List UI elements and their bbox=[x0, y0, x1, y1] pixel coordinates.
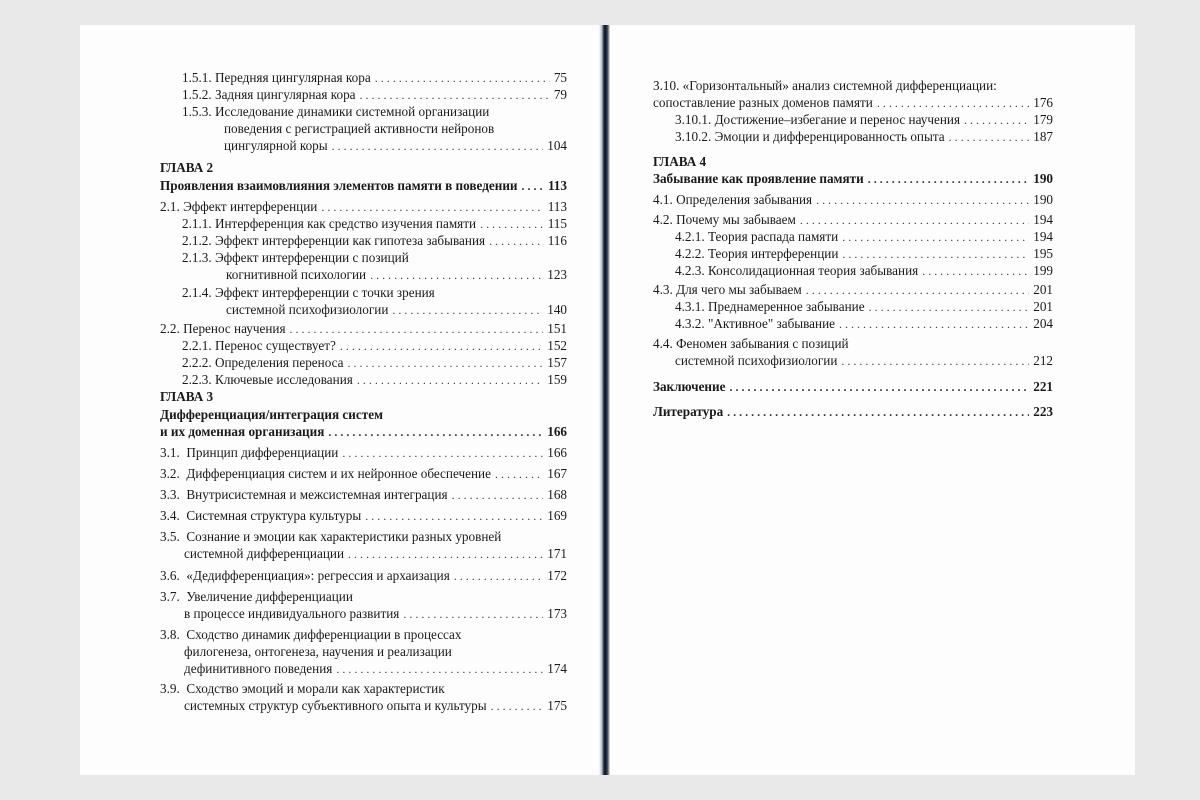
entry-title-line: Исследование динамики системной организации bbox=[214, 104, 490, 119]
entry-page: 179 bbox=[1033, 112, 1053, 127]
entry-number: 4.2.2. bbox=[675, 246, 705, 261]
entry-page: 194 bbox=[1033, 212, 1053, 227]
entry-number: 1.5.3. bbox=[182, 104, 212, 119]
toc-entry-2-1[interactable] bbox=[160, 198, 567, 216]
dot-leader bbox=[869, 299, 1030, 316]
toc-entry-2-2-3[interactable] bbox=[160, 371, 567, 389]
toc-entry-2-1-2[interactable] bbox=[160, 232, 567, 250]
dot-leader bbox=[454, 568, 543, 585]
dot-leader bbox=[328, 424, 543, 441]
toc-entry-1-5-3[interactable] bbox=[160, 103, 567, 155]
entry-title: Перенос научения bbox=[183, 321, 286, 336]
entry-title: Преднамеренное забывание bbox=[707, 299, 865, 314]
toc-entry-conclusion[interactable] bbox=[653, 378, 1053, 396]
toc-entry-4-3-1[interactable] bbox=[653, 298, 1053, 316]
dot-leader bbox=[340, 338, 543, 355]
entry-page: 116 bbox=[547, 233, 567, 248]
entry-page: 190 bbox=[1033, 192, 1053, 207]
dot-leader bbox=[336, 661, 543, 678]
entry-number: 3.2. bbox=[160, 466, 180, 481]
entry-title: Перенос существует? bbox=[214, 338, 336, 353]
toc-entry-4-3-2[interactable] bbox=[653, 315, 1053, 333]
entry-number: 3.6. bbox=[160, 568, 180, 583]
dot-leader bbox=[816, 192, 1029, 209]
entry-title: Почему мы забываем bbox=[676, 212, 796, 227]
entry-title-line: поведения с регистрацией активности нейронов bbox=[224, 121, 495, 136]
toc-entry-2-2-1[interactable] bbox=[160, 337, 567, 355]
entry-title-line: «Горизонтальный» анализ системной дифференциации: bbox=[682, 78, 997, 93]
toc-entry-2-1-4[interactable] bbox=[160, 284, 567, 319]
entry-number: 3.5. bbox=[160, 529, 180, 544]
toc-entry-4-2-3[interactable] bbox=[653, 262, 1053, 280]
entry-title-line: системных структур субъективного опыта и культуры bbox=[184, 698, 487, 713]
entry-page: 159 bbox=[547, 372, 567, 387]
entry-title-line: Сходство динамик дифференциации в процессах bbox=[186, 627, 462, 642]
entry-title-line: в процессе индивидуального развития bbox=[184, 606, 400, 621]
dot-leader bbox=[877, 95, 1029, 112]
entry-title-line: Увеличение дифференциации bbox=[186, 589, 353, 604]
dot-leader bbox=[922, 263, 1029, 280]
toc-entry-2-2[interactable] bbox=[160, 320, 567, 338]
toc-entry-3-3[interactable] bbox=[160, 486, 567, 504]
chapter-title: Забывание как проявление памяти bbox=[653, 171, 864, 186]
entry-number: 4.4. bbox=[653, 336, 673, 351]
entry-number: 3.7. bbox=[160, 589, 180, 604]
entry-page: 204 bbox=[1033, 316, 1053, 331]
entry-title: Дифференциация систем и их нейронное обеспечение bbox=[186, 466, 491, 481]
dot-leader bbox=[949, 129, 1030, 146]
entry-title-line: когнитивной психологии bbox=[226, 267, 367, 282]
entry-number: 2.1.3. bbox=[182, 250, 212, 265]
entry-title: Для чего мы забываем bbox=[676, 282, 802, 297]
entry-number: 3.9. bbox=[160, 681, 180, 696]
entry-page: 190 bbox=[1033, 171, 1053, 186]
entry-title: Заключение bbox=[653, 379, 726, 394]
entry-title: Интерференция как средство изучения памяти bbox=[214, 216, 477, 231]
entry-title-line: системной психофизиологии bbox=[226, 302, 389, 317]
entry-number: 3.1. bbox=[160, 445, 180, 460]
dot-leader bbox=[480, 216, 544, 233]
entry-number: 2.2. bbox=[160, 321, 180, 336]
dot-leader bbox=[290, 321, 544, 338]
entry-page: 169 bbox=[547, 508, 567, 523]
dot-leader bbox=[522, 178, 544, 195]
entry-page: 199 bbox=[1033, 263, 1053, 278]
left-page bbox=[80, 25, 605, 775]
entry-title: "Активное" забывание bbox=[707, 316, 836, 331]
entry-title: Консолидационная теория забывания bbox=[707, 263, 919, 278]
entry-title: Определения забывания bbox=[676, 192, 813, 207]
dot-leader bbox=[727, 404, 1029, 421]
chapter-title-line: и их доменная организация bbox=[160, 424, 325, 439]
entry-page: 201 bbox=[1033, 282, 1053, 297]
dot-leader bbox=[370, 267, 543, 284]
entry-number: 1.5.1. bbox=[182, 70, 212, 85]
entry-title: Литература bbox=[653, 404, 724, 419]
entry-page: 174 bbox=[547, 661, 567, 676]
right-page bbox=[605, 25, 1135, 775]
entry-page: 152 bbox=[547, 338, 567, 353]
dot-leader bbox=[452, 487, 544, 504]
dot-leader bbox=[348, 355, 544, 372]
dot-leader bbox=[360, 87, 550, 104]
entry-page: 115 bbox=[547, 216, 567, 231]
entry-number: 4.1. bbox=[653, 192, 673, 207]
toc-entry-chapter-2[interactable] bbox=[160, 177, 567, 195]
dot-leader bbox=[842, 246, 1029, 263]
toc-entry-4-2[interactable] bbox=[653, 211, 1053, 229]
dot-leader bbox=[392, 302, 543, 319]
toc-entry-chapter-4[interactable] bbox=[653, 170, 1053, 188]
entry-page: 171 bbox=[547, 546, 567, 561]
entry-number: 3.10.2. bbox=[675, 129, 712, 144]
entry-title: Принцип дифференциации bbox=[186, 445, 339, 460]
entry-title-line: Сознание и эмоции как характеристики разных уровней bbox=[186, 529, 502, 544]
entry-page: 175 bbox=[547, 698, 567, 713]
toc-entry-3-2[interactable] bbox=[160, 465, 567, 483]
toc-entry-2-2-2[interactable] bbox=[160, 354, 567, 372]
dot-leader bbox=[332, 138, 544, 155]
entry-page: 172 bbox=[547, 568, 567, 583]
entry-title: Ключевые исследования bbox=[214, 372, 353, 387]
toc-entry-2-1-3[interactable] bbox=[160, 249, 567, 284]
entry-page: 140 bbox=[547, 302, 567, 317]
dot-leader bbox=[841, 353, 1029, 370]
dot-leader bbox=[729, 379, 1029, 396]
chapter-title: Проявления взаимовлияния элементов памяти в поведении bbox=[160, 178, 518, 193]
entry-title: Системная структура культуры bbox=[186, 508, 362, 523]
dot-leader bbox=[842, 229, 1029, 246]
toc-entry-3-7[interactable] bbox=[160, 588, 567, 623]
entry-page: 75 bbox=[553, 70, 567, 85]
entry-title: Теория распада памяти bbox=[707, 229, 839, 244]
entry-page: 166 bbox=[547, 445, 567, 460]
toc-entry-4-1[interactable] bbox=[653, 191, 1053, 209]
entry-page: 166 bbox=[547, 424, 567, 439]
entry-title: Эффект интерференции как гипотеза забывания bbox=[214, 233, 486, 248]
entry-number: 3.10. bbox=[653, 78, 680, 93]
entry-title-line: цингулярной коры bbox=[224, 138, 328, 153]
entry-number: 4.3.1. bbox=[675, 299, 705, 314]
entry-page: 201 bbox=[1033, 299, 1053, 314]
entry-number: 2.2.3. bbox=[182, 372, 212, 387]
toc-entry-3-10-2[interactable] bbox=[653, 128, 1053, 146]
dot-leader bbox=[806, 282, 1030, 299]
dot-leader bbox=[489, 233, 544, 250]
entry-number: 3.4. bbox=[160, 508, 180, 523]
entry-title: Передняя цингулярная кора bbox=[214, 70, 371, 85]
entry-number: 4.3. bbox=[653, 282, 673, 297]
dot-leader bbox=[375, 70, 550, 87]
chapter-title-line: Дифференциация/интеграция систем bbox=[160, 407, 384, 422]
toc-entry-4-2-2[interactable] bbox=[653, 245, 1053, 263]
toc-entry-2-1-1[interactable] bbox=[160, 215, 567, 233]
toc-entry-4-3[interactable] bbox=[653, 281, 1053, 299]
entry-number: 2.2.2. bbox=[182, 355, 212, 370]
entry-title-line: Эффект интерференции с точки зрения bbox=[214, 285, 435, 300]
entry-page: 123 bbox=[547, 267, 567, 282]
chapter-2-label: ГЛАВА 2 bbox=[160, 160, 214, 175]
entry-number: 3.3. bbox=[160, 487, 180, 502]
dot-leader bbox=[491, 698, 544, 715]
entry-page: 221 bbox=[1033, 379, 1053, 394]
dot-leader bbox=[348, 546, 543, 563]
entry-page: 79 bbox=[553, 87, 567, 102]
dot-leader bbox=[321, 199, 543, 216]
toc-entry-4-4[interactable] bbox=[653, 335, 1053, 370]
entry-page: 168 bbox=[547, 487, 567, 502]
dot-leader bbox=[357, 372, 543, 389]
chapter-4-label: ГЛАВА 4 bbox=[653, 154, 707, 169]
entry-page: 173 bbox=[547, 606, 567, 621]
entry-number: 4.2.3. bbox=[675, 263, 705, 278]
entry-title: Теория интерференции bbox=[707, 246, 839, 261]
chapter-3-label: ГЛАВА 3 bbox=[160, 389, 214, 404]
entry-title: Внутрисистемная и межсистемная интеграция bbox=[186, 487, 448, 502]
entry-title-line: системной психофизиологии bbox=[675, 353, 838, 368]
toc-entry-4-2-1[interactable] bbox=[653, 228, 1053, 246]
toc-entry-literature[interactable] bbox=[653, 403, 1053, 421]
entry-number: 3.10.1. bbox=[675, 112, 712, 127]
dot-leader bbox=[964, 112, 1029, 129]
entry-title: Определения переноса bbox=[214, 355, 344, 370]
dot-leader bbox=[800, 212, 1029, 229]
entry-title-line: филогенеза, онтогенеза, научения и реализации bbox=[184, 644, 452, 659]
entry-title-line: дефинитивного поведения bbox=[184, 661, 333, 676]
toc-entry-chapter-3[interactable] bbox=[160, 406, 567, 441]
dot-leader bbox=[868, 171, 1029, 188]
entry-number: 4.2. bbox=[653, 212, 673, 227]
toc-entry-3-10-1[interactable] bbox=[653, 111, 1053, 129]
toc-entry-3-1[interactable] bbox=[160, 444, 567, 462]
dot-leader bbox=[365, 508, 543, 525]
toc-entry-3-8[interactable] bbox=[160, 626, 567, 678]
dot-leader bbox=[342, 445, 543, 462]
entry-page: 176 bbox=[1033, 95, 1053, 110]
entry-number: 2.1.2. bbox=[182, 233, 212, 248]
entry-page: 194 bbox=[1033, 229, 1053, 244]
entry-page: 104 bbox=[547, 138, 567, 153]
toc-entry-1-5-1[interactable] bbox=[160, 69, 567, 87]
entry-number: 4.3.2. bbox=[675, 316, 705, 331]
entry-page: 223 bbox=[1033, 404, 1053, 419]
entry-title: Достижение–избегание и перенос научения bbox=[714, 112, 961, 127]
entry-title: Эффект интерференции bbox=[183, 199, 318, 214]
dot-leader bbox=[403, 606, 543, 623]
entry-page: 113 bbox=[547, 199, 567, 214]
entry-title-line: Эффект интерференции с позиций bbox=[214, 250, 409, 265]
entry-number: 2.1. bbox=[160, 199, 180, 214]
entry-page: 187 bbox=[1033, 129, 1053, 144]
entry-number: 1.5.2. bbox=[182, 87, 212, 102]
entry-number: 2.2.1. bbox=[182, 338, 212, 353]
entry-page: 113 bbox=[547, 178, 567, 193]
entry-number: 4.2.1. bbox=[675, 229, 705, 244]
entry-number: 3.8. bbox=[160, 627, 180, 642]
entry-title-line: сопоставление разных доменов памяти bbox=[653, 95, 873, 110]
entry-title: Эмоции и дифференцированность опыта bbox=[714, 129, 945, 144]
entry-number: 2.1.4. bbox=[182, 285, 212, 300]
entry-page: 167 bbox=[547, 466, 567, 481]
toc-entry-3-9[interactable] bbox=[160, 680, 567, 715]
entry-title: Задняя цингулярная кора bbox=[214, 87, 356, 102]
entry-title-line: Феномен забывания с позиций bbox=[676, 336, 849, 351]
entry-page: 212 bbox=[1033, 353, 1053, 368]
book-spread bbox=[80, 25, 1135, 775]
entry-title: «Дедифференциация»: регрессия и архаизация bbox=[186, 568, 450, 583]
dot-leader bbox=[495, 466, 543, 483]
dot-leader bbox=[839, 316, 1029, 333]
toc-entry-3-6[interactable] bbox=[160, 567, 567, 585]
toc-entry-1-5-2[interactable] bbox=[160, 86, 567, 104]
toc-entry-3-4[interactable] bbox=[160, 507, 567, 525]
entry-number: 2.1.1. bbox=[182, 216, 212, 231]
entry-page: 151 bbox=[547, 321, 567, 336]
entry-page: 157 bbox=[547, 355, 567, 370]
entry-title-line: системной дифференциации bbox=[184, 546, 345, 561]
toc-entry-3-10[interactable] bbox=[653, 77, 1053, 112]
entry-title-line: Сходство эмоций и морали как характеристик bbox=[186, 681, 445, 696]
entry-page: 195 bbox=[1033, 246, 1053, 261]
toc-entry-3-5[interactable] bbox=[160, 528, 567, 563]
